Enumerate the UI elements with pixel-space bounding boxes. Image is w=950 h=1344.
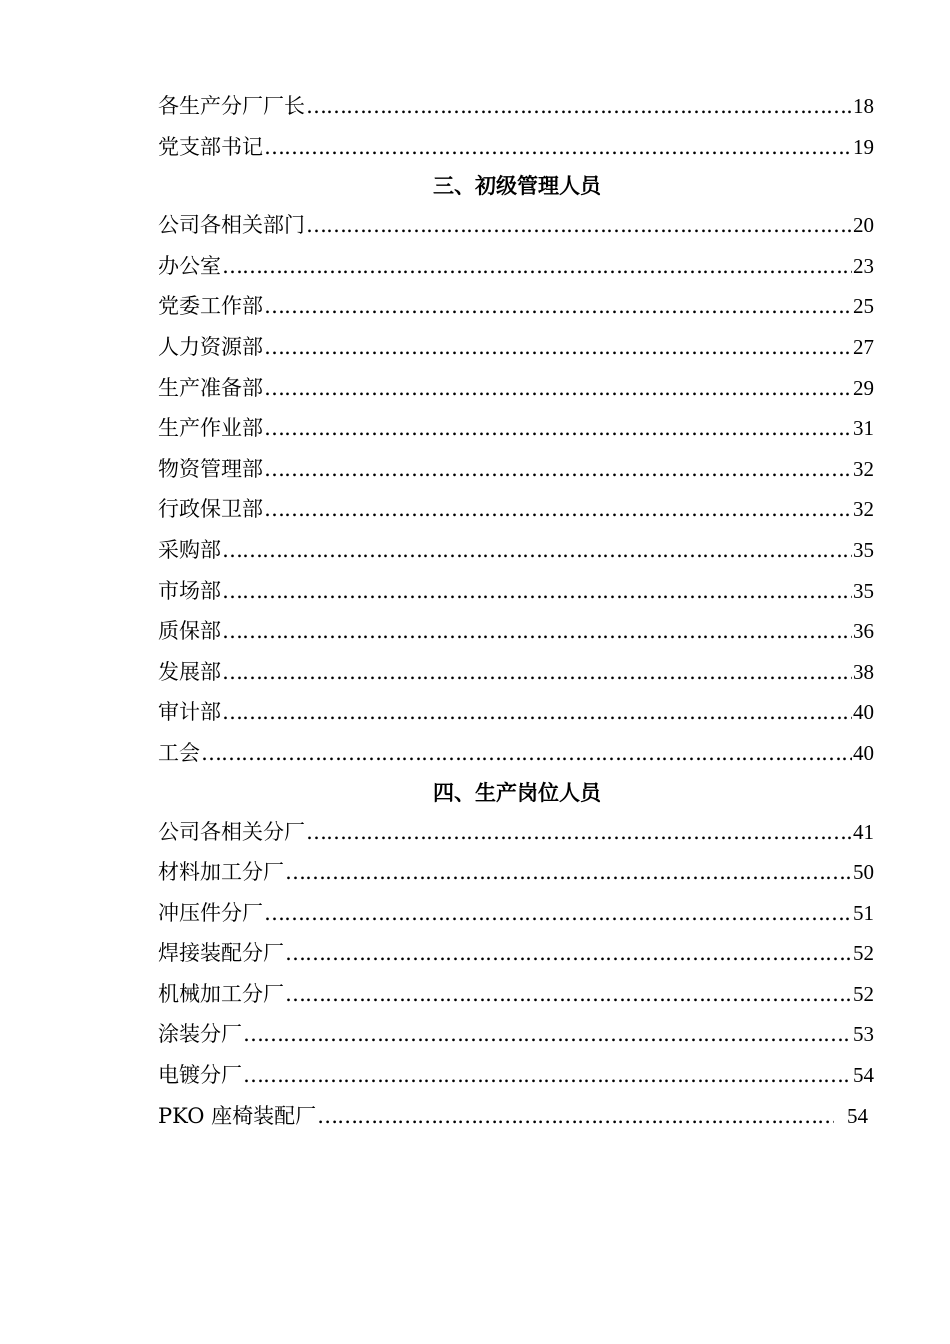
- toc-page-number: 25: [853, 294, 874, 319]
- toc-entry-label: 党委工作部: [158, 294, 263, 319]
- toc-page-number: 32: [853, 456, 874, 481]
- toc-entry[interactable]: [158, 974, 874, 1015]
- toc-leader-dots: [285, 974, 852, 1015]
- toc-leader-dots: [264, 408, 852, 449]
- toc-entry-label: 公司各相关分厂: [158, 819, 305, 844]
- toc-leader-dots: [243, 1014, 852, 1055]
- toc-page-number: 35: [853, 537, 874, 562]
- toc-entry[interactable]: [158, 205, 874, 246]
- toc-entry-label: 焊接装配分厂: [158, 941, 284, 966]
- toc-page-number: 29: [853, 375, 874, 400]
- toc-page-number: 19: [853, 134, 874, 159]
- toc-entry-label: 审计部: [158, 700, 221, 725]
- toc-page-number: 54: [847, 1103, 868, 1128]
- toc-page-number: 41: [853, 819, 874, 844]
- toc-leader-dots: [264, 893, 852, 934]
- toc-entry-label: 涂装分厂: [158, 1022, 242, 1047]
- toc-page-number: 36: [853, 619, 874, 644]
- toc-entry-label: 办公室: [158, 253, 221, 278]
- toc-page-number: 52: [853, 941, 874, 966]
- toc-leader-dots: [264, 286, 852, 327]
- toc-leader-dots: [264, 449, 852, 490]
- toc-page-number: 54: [853, 1063, 874, 1088]
- toc-entry-label: 材料加工分厂: [158, 860, 284, 885]
- toc-entry-label: 采购部: [158, 537, 221, 562]
- toc-entry[interactable]: [158, 530, 874, 571]
- toc-page-number: 31: [853, 416, 874, 441]
- toc-entry[interactable]: [158, 86, 874, 127]
- toc-entry-label: 公司各相关部门: [158, 213, 305, 238]
- toc-entry-label: 发展部: [158, 659, 221, 684]
- toc-entry-label: 行政保卫部: [158, 497, 263, 522]
- toc-entry[interactable]: [158, 652, 874, 693]
- toc-entry[interactable]: [158, 733, 874, 774]
- toc-entry-label: 生产作业部: [158, 416, 263, 441]
- toc-leader-dots: [222, 692, 852, 733]
- toc-page-number: 38: [853, 659, 874, 684]
- toc-entry[interactable]: [158, 933, 874, 974]
- toc-entry-label: 人力资源部: [158, 334, 263, 359]
- toc-entry[interactable]: [158, 852, 874, 893]
- toc-leader-dots: [306, 205, 852, 246]
- toc-page-number: 50: [853, 860, 874, 885]
- toc-entry[interactable]: [158, 408, 874, 449]
- section-heading-3: 三、初级管理人员: [433, 173, 601, 199]
- toc-entry-label: 生产准备部: [158, 375, 263, 400]
- toc-leader-dots: [243, 1055, 852, 1096]
- toc-entry[interactable]: [158, 368, 874, 409]
- toc-page-number: 18: [853, 94, 874, 118]
- toc-page-number: 32: [853, 497, 874, 522]
- toc-entry[interactable]: [158, 327, 874, 368]
- toc-leader-dots: [222, 530, 852, 571]
- toc-leader-dots: [264, 368, 852, 409]
- toc-entry-label: 党支部书记: [158, 134, 263, 159]
- toc-leader-dots: [201, 733, 852, 774]
- toc-entry[interactable]: [158, 571, 874, 612]
- toc-leader-dots: [306, 86, 852, 127]
- toc-leader-dots: [222, 571, 852, 612]
- section-heading-4: 四、生产岗位人员: [433, 779, 601, 805]
- toc-page-number: 40: [853, 700, 874, 725]
- toc-page-number: 27: [853, 334, 874, 359]
- toc-leader-dots: [285, 852, 852, 893]
- toc-entry[interactable]: [158, 1014, 874, 1055]
- toc-leader-dots: [306, 812, 852, 853]
- toc-entry-label: 工会: [158, 740, 200, 765]
- toc-page-number: 40: [853, 740, 874, 765]
- toc-entry-label: 物资管理部: [158, 456, 263, 481]
- toc-leader-dots: [317, 1096, 834, 1137]
- toc-entry-label: 电镀分厂: [158, 1063, 242, 1088]
- toc-entry-label: 各生产分厂厂长: [158, 94, 305, 118]
- toc-entry-label: 机械加工分厂: [158, 981, 284, 1006]
- toc-entry[interactable]: [158, 246, 874, 287]
- toc-page-number: 52: [853, 981, 874, 1006]
- toc-leader-dots: [222, 652, 852, 693]
- toc-leader-dots: [222, 611, 852, 652]
- toc-page-number: 23: [853, 253, 874, 278]
- table-of-contents: [158, 86, 874, 1136]
- toc-leader-dots: [264, 327, 852, 368]
- toc-entry[interactable]: [158, 449, 874, 490]
- toc-page-number: 51: [853, 900, 874, 925]
- toc-entry[interactable]: [158, 611, 874, 652]
- toc-entry[interactable]: [158, 286, 874, 327]
- toc-entry[interactable]: [158, 1055, 874, 1096]
- toc-leader-dots: [285, 933, 852, 974]
- toc-entry[interactable]: [158, 489, 874, 530]
- toc-entry[interactable]: [158, 127, 874, 168]
- toc-page-number: 20: [853, 213, 874, 238]
- toc-entry-label: 市场部: [158, 578, 221, 603]
- toc-entry-label: 冲压件分厂: [158, 900, 263, 925]
- toc-entry[interactable]: [158, 812, 874, 853]
- toc-entry[interactable]: [158, 692, 874, 733]
- toc-page-number: 53: [853, 1022, 874, 1047]
- toc-page-number: 35: [853, 578, 874, 603]
- toc-entry[interactable]: [158, 893, 874, 934]
- toc-entry-label: 质保部: [158, 619, 221, 644]
- toc-entry[interactable]: [158, 1096, 874, 1137]
- toc-entry-label: PKO 座椅装配厂: [158, 1103, 317, 1128]
- toc-leader-dots: [222, 246, 852, 287]
- toc-leader-dots: [264, 127, 852, 168]
- toc-leader-dots: [264, 489, 852, 530]
